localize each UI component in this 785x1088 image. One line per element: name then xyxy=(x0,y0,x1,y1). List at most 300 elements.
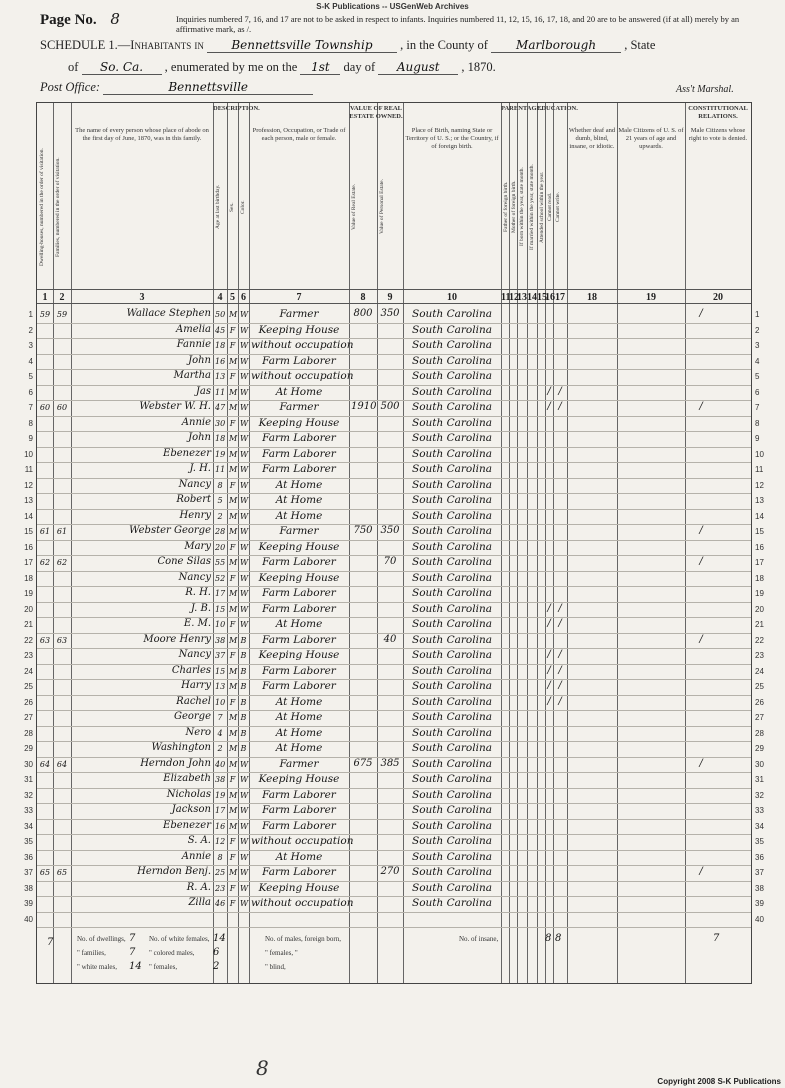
row-number-left: 33 xyxy=(24,806,33,815)
cell-occ: Farm Laborer xyxy=(262,664,336,677)
cell-name: John xyxy=(188,354,211,366)
cell-name: Mary xyxy=(184,540,211,552)
row-number-left: 7 xyxy=(28,403,33,412)
cell-pers: 500 xyxy=(380,401,400,412)
cell-real: 675 xyxy=(353,757,373,769)
numbers-bottom-rule xyxy=(37,303,751,304)
cell-age: 18 xyxy=(215,434,226,443)
cell-color: W xyxy=(240,341,249,350)
cell-name: R. A. xyxy=(186,881,211,893)
footer-foreign-females-label: " females, " xyxy=(265,949,298,957)
column-number-14: 14 xyxy=(527,292,537,303)
group-head-constitutional: CONSTITUTIONAL RELATIONS. xyxy=(688,105,748,120)
column-heading-10: Place of Birth, naming State or Territory of U. S.; or the Country, if of foreign birth. xyxy=(405,127,499,150)
cell-occ: Farm Laborer xyxy=(262,432,336,444)
cell-sex: F xyxy=(229,573,236,583)
footer-colored-males-label: " colored males, xyxy=(149,949,195,957)
row-rule xyxy=(37,927,751,928)
publisher-banner: S-K Publications -- USGenWeb Archives xyxy=(316,2,469,11)
column-number-1: 1 xyxy=(42,292,48,303)
row-number-left: 3 xyxy=(28,341,33,350)
cell-birth: South Carolina xyxy=(412,540,492,553)
row-number-right: 13 xyxy=(755,496,764,505)
row-number-right: 29 xyxy=(755,744,764,753)
cell-sex: M xyxy=(229,496,238,505)
cell-color: W xyxy=(240,496,249,505)
footer-insane-label: No. of insane, xyxy=(459,935,499,943)
cell-name: Moore Henry xyxy=(143,633,211,645)
cell-pers: 350 xyxy=(380,525,400,536)
row-number-right: 14 xyxy=(755,511,764,521)
row-number-left: 5 xyxy=(28,372,33,381)
footer-colored-males: 6 xyxy=(213,947,220,958)
cell-name: Henry xyxy=(179,509,211,521)
cell-color: W xyxy=(240,573,249,583)
page-mark: 8 xyxy=(256,1056,269,1080)
footer-foreign-males-label: No. of males, foreign born, xyxy=(265,935,342,943)
cell-occ: Farm Laborer xyxy=(262,354,336,367)
cell-occ: Farmer xyxy=(279,525,319,537)
column-number-9: 9 xyxy=(387,292,393,303)
cell-color: W xyxy=(240,434,249,443)
row-number-right: 35 xyxy=(755,837,764,846)
cell-color: W xyxy=(240,511,249,521)
cell-age: 16 xyxy=(215,821,226,831)
cell-birth: South Carolina xyxy=(412,835,492,847)
cell-name: Amelia xyxy=(176,323,211,335)
row-number-right: 30 xyxy=(755,759,764,769)
row-number-right: 15 xyxy=(755,527,764,536)
cell-occ: Farm Laborer xyxy=(262,447,336,460)
cell-sex: M xyxy=(229,682,238,691)
row-number-right: 27 xyxy=(755,713,764,722)
cell-color: W xyxy=(240,449,249,459)
cell-occ: Farm Laborer xyxy=(262,463,336,475)
cell-birth: South Carolina xyxy=(412,695,492,708)
column-heading-15: Attended school within the year. xyxy=(539,171,545,243)
cell-birth: South Carolina xyxy=(412,618,492,630)
column-heading-7: Profession, Occupation, or Trade of each person, male or female. xyxy=(252,127,346,142)
cell-occ: without occupation xyxy=(251,370,354,382)
page-number xyxy=(40,10,120,29)
cell-birth: South Carolina xyxy=(412,866,492,878)
cell-occ: Farmer xyxy=(279,308,319,320)
cell-occ: At Home xyxy=(275,618,323,630)
column-heading-12: Mother of foreign birth. xyxy=(511,180,517,234)
cell-birth: South Carolina xyxy=(412,447,492,460)
cell-sex: M xyxy=(229,868,238,877)
cell-c19: / xyxy=(699,757,703,769)
cell-age: 55 xyxy=(215,558,226,567)
cell-c17: / xyxy=(558,680,562,691)
page-number-label: Page No. xyxy=(40,12,97,28)
cell-c16: / xyxy=(547,649,551,660)
cell-pers: 385 xyxy=(380,757,400,769)
row-number-right: 17 xyxy=(755,558,764,567)
cell-color: W xyxy=(240,883,249,893)
year-value: , 1870. xyxy=(461,60,496,74)
cell-birth: South Carolina xyxy=(412,478,492,491)
cell-c16: / xyxy=(547,695,551,707)
row-number-right: 7 xyxy=(755,403,760,412)
cell-age: 11 xyxy=(215,465,226,474)
cell-occ: Farm Laborer xyxy=(262,866,336,878)
column-heading-2: Families, numbered in the order of visitation. xyxy=(55,157,61,257)
cell-name: Nicholas xyxy=(166,788,211,800)
cell-age: 18 xyxy=(215,341,226,350)
cell-name: Jackson xyxy=(171,804,211,815)
cell-name: Fannie xyxy=(176,339,211,350)
cell-sex: F xyxy=(229,372,236,381)
cell-sex: M xyxy=(229,310,238,319)
row-number-right: 2 xyxy=(755,325,760,335)
post-office-value: Bennettsville xyxy=(103,80,313,95)
row-number-left: 6 xyxy=(28,387,33,397)
column-number-11: 11 xyxy=(501,292,511,303)
row-number-left: 9 xyxy=(28,434,33,443)
cell-color: B xyxy=(240,744,247,753)
township-value: Bennettsville Township xyxy=(207,38,397,53)
cell-occ: Farm Laborer xyxy=(262,602,336,615)
column-number-13: 13 xyxy=(517,292,527,303)
footer-dwellings-label: No. of dwellings, xyxy=(77,935,126,943)
cell-occ: At Home xyxy=(275,695,323,708)
column-heading-3: The name of every person whose place of abode on the first day of June, 1870, was in this family. xyxy=(75,127,209,142)
cell-color: B xyxy=(240,713,247,722)
cell-sex: F xyxy=(229,697,236,707)
cell-name: Rachel xyxy=(176,695,211,707)
column-heading-14: If married within the year, state month. xyxy=(529,164,535,250)
column-number-12: 12 xyxy=(509,292,519,303)
day-value: 1st xyxy=(300,60,340,75)
row-number-left: 29 xyxy=(24,744,33,753)
cell-sex: M xyxy=(229,790,238,800)
column-heading-4: Age at last birthday. xyxy=(215,184,221,230)
cell-f: 61 xyxy=(56,527,68,536)
row-number-left: 19 xyxy=(24,589,33,598)
cell-f: 65 xyxy=(56,868,68,877)
row-number-right: 26 xyxy=(755,697,764,707)
column-number-6: 6 xyxy=(241,292,246,303)
row-number-right: 1 xyxy=(755,310,760,319)
cell-occ: At Home xyxy=(275,478,323,491)
cell-occ: Farm Laborer xyxy=(262,819,336,832)
cell-birth: South Carolina xyxy=(412,556,492,568)
cell-occ: At Home xyxy=(275,385,323,398)
cell-color: W xyxy=(240,558,249,567)
cell-sex: M xyxy=(229,635,238,645)
cell-birth: South Carolina xyxy=(412,416,492,429)
row-number-left: 8 xyxy=(28,418,33,428)
cell-color: W xyxy=(240,899,249,908)
cell-age: 30 xyxy=(215,418,226,428)
cell-f: 59 xyxy=(56,310,68,319)
row-number-right: 33 xyxy=(755,806,764,815)
cell-age: 10 xyxy=(215,620,226,629)
row-number-left: 37 xyxy=(24,868,33,877)
cell-occ: Farmer xyxy=(279,401,319,413)
cell-c19: / xyxy=(699,525,703,536)
cell-color: W xyxy=(240,821,249,831)
cell-birth: South Carolina xyxy=(412,509,492,522)
row-number-right: 25 xyxy=(755,682,764,691)
row-number-right: 36 xyxy=(755,852,764,862)
cell-pers: 70 xyxy=(383,556,397,567)
cell-sex: M xyxy=(229,713,238,722)
cell-birth: South Carolina xyxy=(412,525,492,537)
cell-occ: Farm Laborer xyxy=(262,680,336,692)
cell-color: W xyxy=(240,372,249,381)
cell-age: 2 xyxy=(217,744,223,753)
cell-occ: At Home xyxy=(275,711,323,723)
column-number-4: 4 xyxy=(217,292,223,303)
cell-color: B xyxy=(240,666,247,676)
cell-f: 64 xyxy=(56,759,68,769)
row-number-left: 15 xyxy=(24,527,33,536)
schedule-line xyxy=(40,38,655,53)
cell-occ: At Home xyxy=(275,726,323,739)
cell-color: B xyxy=(240,682,247,691)
cell-birth: South Carolina xyxy=(412,850,492,863)
column-number-20: 20 xyxy=(713,292,723,303)
cell-sex: M xyxy=(229,434,238,443)
cell-sex: M xyxy=(229,449,238,459)
cell-age: 15 xyxy=(215,666,226,676)
cell-birth: South Carolina xyxy=(412,897,492,909)
cell-pers: 270 xyxy=(380,866,400,877)
column-heading-11: Father of foreign birth. xyxy=(503,181,509,233)
cell-name: Ebenezer xyxy=(163,819,211,831)
footer-edu-total-2: 8 xyxy=(555,933,562,944)
cell-color: W xyxy=(240,480,249,490)
column-number-8: 8 xyxy=(360,292,366,303)
column-heading-16: Cannot read. xyxy=(547,192,553,222)
cell-name: Wallace Stephen xyxy=(126,308,211,319)
cell-occ: Keeping House xyxy=(258,540,340,553)
cell-birth: South Carolina xyxy=(412,711,492,723)
cell-age: 15 xyxy=(215,604,226,614)
cell-age: 45 xyxy=(215,325,226,335)
cell-age: 19 xyxy=(215,449,226,459)
cell-age: 7 xyxy=(217,713,223,722)
cell-sex: F xyxy=(229,852,236,862)
group-head-education: EDUCATION. xyxy=(537,105,578,112)
cell-color: W xyxy=(240,310,249,319)
cell-sex: F xyxy=(229,883,236,893)
cell-name: J. H. xyxy=(189,463,211,474)
cell-occ: Farm Laborer xyxy=(262,788,336,801)
row-number-left: 36 xyxy=(24,852,33,862)
row-number-right: 4 xyxy=(755,356,760,366)
cell-birth: South Carolina xyxy=(412,494,492,506)
column-number-10: 10 xyxy=(447,292,457,303)
cell-occ: Keeping House xyxy=(258,881,340,894)
cell-name: S. A. xyxy=(187,835,211,846)
cell-sex: F xyxy=(229,899,236,908)
row-number-right: 24 xyxy=(755,666,764,676)
marshal-label: Ass't Marshal. xyxy=(676,84,734,95)
row-number-left: 24 xyxy=(24,666,33,676)
cell-color: W xyxy=(240,527,249,536)
cell-sex: M xyxy=(229,666,238,676)
cell-real: 750 xyxy=(353,525,373,536)
cell-name: Martha xyxy=(173,370,211,381)
cell-occ: without occupation xyxy=(251,339,354,351)
cell-name: Nancy xyxy=(178,478,211,490)
cell-color: W xyxy=(240,589,249,598)
cell-sex: F xyxy=(229,775,236,784)
cell-c19: / xyxy=(699,401,703,412)
cell-sex: M xyxy=(229,558,238,567)
row-number-left: 4 xyxy=(28,356,33,366)
row-number-left: 39 xyxy=(24,899,33,908)
row-number-right: 34 xyxy=(755,821,764,831)
cell-age: 10 xyxy=(215,697,226,707)
enumerated-label: , enumerated by me on the xyxy=(164,60,298,74)
cell-c17: / xyxy=(558,695,562,707)
column-number-7: 7 xyxy=(296,292,302,303)
row-number-left: 17 xyxy=(24,558,33,567)
column-heading-5: Sex. xyxy=(229,202,235,212)
cell-sex: M xyxy=(229,527,238,536)
cell-age: 13 xyxy=(215,372,226,381)
footer-families: 7 xyxy=(129,947,136,958)
cell-birth: South Carolina xyxy=(412,370,492,382)
state-value: So. Ca. xyxy=(82,60,162,75)
cell-age: 8 xyxy=(217,852,223,862)
cell-birth: South Carolina xyxy=(412,571,492,584)
cell-name: Annie xyxy=(181,416,211,428)
column-heading-9: Value of Personal Estate. xyxy=(379,179,385,235)
footer-blind-label: " blind, xyxy=(265,963,286,971)
cell-name: Robert xyxy=(176,494,211,505)
row-number-right: 16 xyxy=(755,542,764,552)
row-number-left: 13 xyxy=(24,496,33,505)
footer-edu-total-1: 8 xyxy=(545,933,552,944)
cell-color: W xyxy=(240,806,249,815)
footer-white-males-total-label: " white males, xyxy=(77,963,117,971)
cell-c19: / xyxy=(699,866,703,877)
cell-color: W xyxy=(240,868,249,877)
cell-pers: 350 xyxy=(380,308,400,319)
header-bottom-rule xyxy=(37,289,751,290)
column-number-15: 15 xyxy=(537,292,547,303)
column-number-2: 2 xyxy=(59,292,65,303)
row-number-left: 2 xyxy=(28,325,33,335)
row-number-left: 25 xyxy=(24,682,33,691)
cell-sex: M xyxy=(229,589,238,598)
row-number-left: 27 xyxy=(24,713,33,722)
footer-const-total: 7 xyxy=(713,933,720,944)
cell-color: W xyxy=(240,620,249,629)
column-number-18: 18 xyxy=(587,292,597,303)
cell-age: 40 xyxy=(215,759,226,769)
row-number-left: 21 xyxy=(24,620,33,629)
footer-white-females: 14 xyxy=(213,933,226,944)
cell-birth: South Carolina xyxy=(412,788,492,801)
cell-name: Jas xyxy=(195,385,211,397)
row-number-left: 18 xyxy=(24,573,33,583)
enumeration-line xyxy=(68,60,496,75)
of-label: of xyxy=(68,60,79,74)
cell-name: John xyxy=(188,432,211,443)
cell-birth: South Carolina xyxy=(412,742,492,754)
group-head-parentage: PARENTAGE. xyxy=(501,105,543,112)
cell-occ: Farm Laborer xyxy=(262,804,336,816)
cell-c17: / xyxy=(558,664,562,676)
row-number-left: 22 xyxy=(24,635,33,645)
row-number-right: 32 xyxy=(755,790,764,800)
group-head-description: DESCRIPTION. xyxy=(213,105,260,112)
cell-age: 12 xyxy=(215,837,226,846)
cell-sex: F xyxy=(229,418,236,428)
census-table xyxy=(24,102,764,984)
cell-sex: M xyxy=(229,356,238,366)
cell-occ: At Home xyxy=(275,850,323,863)
cell-f: 62 xyxy=(56,558,68,567)
row-number-left: 31 xyxy=(24,775,33,784)
cell-birth: South Carolina xyxy=(412,401,492,413)
cell-age: 17 xyxy=(215,589,226,598)
footer-families-label: " families, xyxy=(77,949,106,957)
cell-c17: / xyxy=(558,649,562,660)
cell-d: 61 xyxy=(39,527,51,536)
cell-occ: Farm Laborer xyxy=(262,633,336,646)
cell-name: Nancy xyxy=(178,571,211,583)
cell-birth: South Carolina xyxy=(412,664,492,677)
cell-age: 38 xyxy=(215,775,226,784)
row-number-right: 28 xyxy=(755,728,764,738)
row-number-left: 23 xyxy=(24,651,33,660)
cell-birth: South Carolina xyxy=(412,602,492,615)
cell-c16: / xyxy=(547,602,551,614)
column-heading-17: Cannot write. xyxy=(555,192,561,222)
cell-sex: M xyxy=(229,511,238,521)
cell-sex: M xyxy=(229,465,238,474)
row-number-right: 18 xyxy=(755,573,764,583)
cell-sex: M xyxy=(229,744,238,753)
instructions-note: Inquiries numbered 7, 16, and 17 are not to be asked in respect to infants. Inquiries numbered 11, 12, 15, 16, 17, 18, and 20 are to be answered (if at all) merely by an affirmative mark, as /. xyxy=(176,14,740,34)
cell-name: Webster W. H. xyxy=(139,401,211,412)
state-label: , State xyxy=(624,38,656,52)
cell-age: 52 xyxy=(215,573,226,583)
row-number-right: 12 xyxy=(755,480,764,490)
cell-sex: F xyxy=(229,542,236,552)
cell-color: W xyxy=(240,418,249,428)
cell-f: 63 xyxy=(56,635,68,645)
row-number-right: 9 xyxy=(755,434,760,443)
post-office-label: Post Office: xyxy=(40,80,101,94)
column-heading-1: Dwelling-houses, numbered in the order of visitation. xyxy=(39,148,45,266)
cell-sex: F xyxy=(229,325,236,335)
cell-name: Zilla xyxy=(188,897,211,908)
cell-age: 46 xyxy=(215,899,226,908)
cell-age: 4 xyxy=(217,728,223,738)
county-value: Marlborough xyxy=(491,38,621,53)
cell-occ: Farm Laborer xyxy=(262,587,336,599)
row-number-left: 32 xyxy=(24,790,33,800)
row-number-right: 39 xyxy=(755,899,764,908)
cell-color: W xyxy=(240,852,249,862)
cell-birth: South Carolina xyxy=(412,773,492,785)
cell-name: Elizabeth xyxy=(163,773,211,784)
row-number-left: 1 xyxy=(28,310,33,319)
cell-age: 17 xyxy=(215,806,226,815)
cell-birth: South Carolina xyxy=(412,804,492,816)
cell-c16: / xyxy=(547,618,551,629)
cell-c17: / xyxy=(558,602,562,614)
cell-name: Charles xyxy=(171,664,211,676)
